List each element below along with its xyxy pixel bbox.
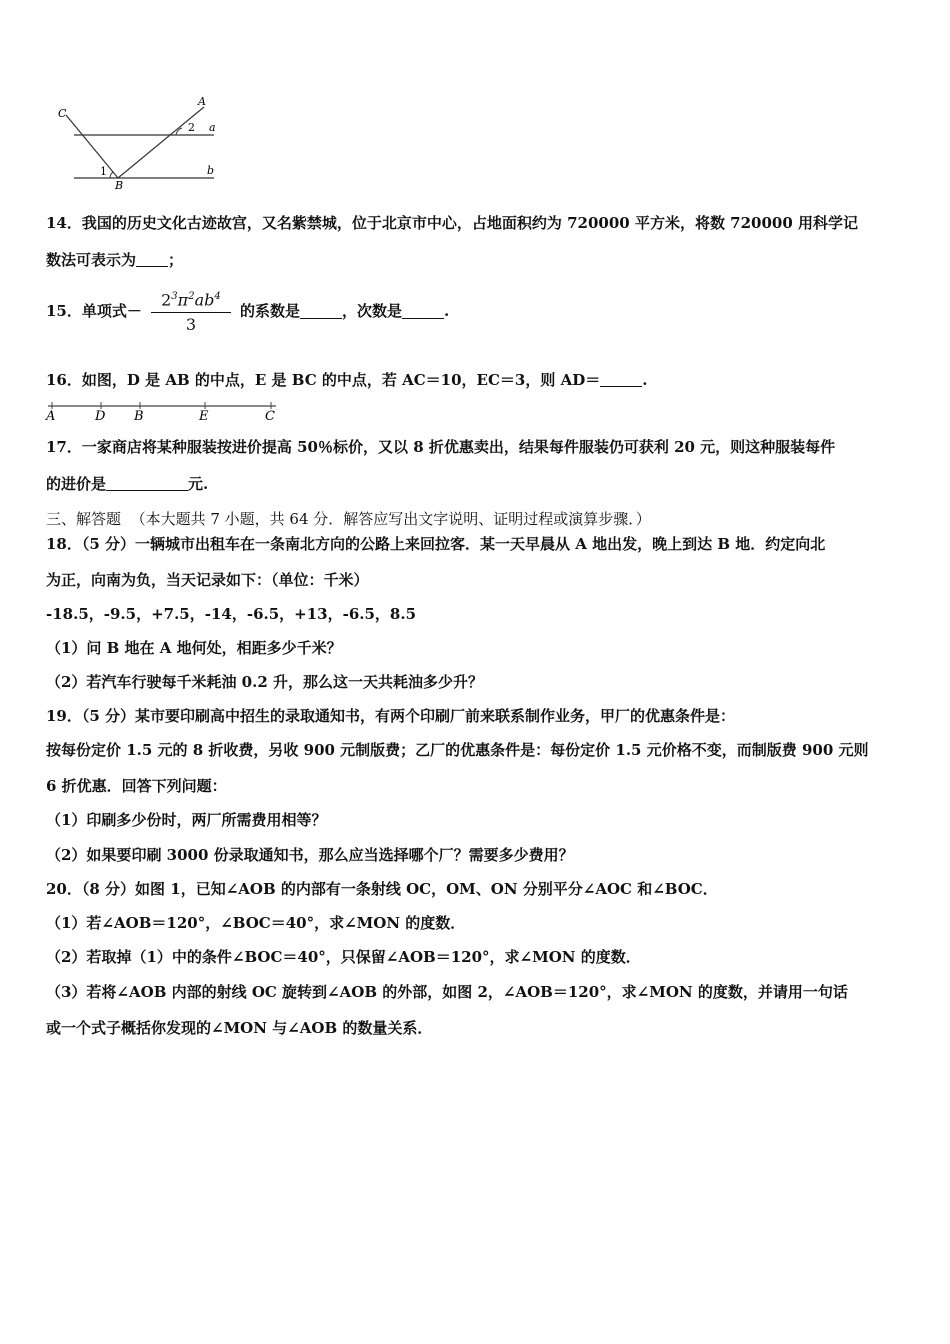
line-cb (66, 115, 118, 178)
line-ba (118, 107, 204, 178)
point-A: A (46, 409, 56, 424)
q17-line1: 17．一家商店将某种服装按进价提高 50％标价，又以 8 折优惠卖出，结果每件服装仍可获利 20 元，则这种服装每件 (46, 438, 836, 456)
q20-line1: 20．（8 分）如图 1，已知∠AOB 的内部有一条射线 OC，OM、ON 分别平分∠AOC 和∠BOC． (46, 880, 718, 898)
q16-line: 16．如图，D 是 AB 的中点，E 是 BC 的中点，若 AC＝10，EC＝3，则 AD＝ . (46, 371, 648, 389)
q15-blank1[interactable] (300, 304, 342, 319)
q14-blank[interactable] (136, 252, 168, 267)
segment-figure (44, 398, 284, 424)
q18-line2: 为正，向南为负，当天记录如下：（单位：千米） (46, 571, 369, 589)
q18-sub1: （1）问 B 地在 A 地何处，相距多少千米？ (46, 639, 342, 657)
q14-line2: 数法可表示为 ； (46, 251, 184, 269)
q15-line: 15．单项式－ $\frac{2^3\pi^2ab^4}{3}$ 的系数是 ，次数是 . (46, 287, 449, 335)
q15-blank2[interactable] (402, 304, 444, 319)
q20-sub3: （3）若将∠AOB 内部的射线 OC 旋转到∠AOB 的外部，如图 2，∠AOB＝120°，求∠MON 的度数，并请用一句话 (46, 983, 848, 1001)
q16-blank[interactable] (600, 372, 642, 387)
point-E: E (199, 409, 209, 424)
q19-line1: 19．（5 分）某市要印刷高中招生的录取通知书，有两个印刷厂前来联系制作业务，甲厂的优惠条件是： (46, 707, 736, 725)
q18-line1: 18．（5 分）一辆城市出租车在一条南北方向的公路上来回拉客．某一天早晨从 A 地出发，晚上到达 B 地．约定向北 (46, 535, 826, 553)
label-a: a (209, 121, 216, 134)
point-B: B (134, 409, 144, 424)
point-D: D (95, 409, 106, 424)
q19-line2: 按每份定价 1.5 元的 8 折收费，另收 900 元制版费；乙厂的优惠条件是：每份定价 1.5 元价格不变，而制版费 900 元则 (46, 741, 869, 759)
q17-line2: 的进价是 元. (46, 475, 209, 493)
q15-fraction: $\frac{2^3\pi^2ab^4}{3}$ (151, 287, 231, 335)
q18-sub2: （2）若汽车行驶每千米耗油 0.2 升，那么这一天共耗油多少升？ (46, 673, 483, 691)
q19-line3: 6 折优惠．回答下列问题： (46, 777, 227, 795)
label-2: 2 (188, 121, 195, 134)
q14-line1: 14．我国的历史文化古迹故宫，又名紫禁城，位于北京市中心，占地面积约为 720000 平方米，将数 720000 用科学记 (46, 214, 859, 232)
q19-sub1: （1）印刷多少份时，两厂所需费用相等？ (46, 811, 327, 829)
parallel-lines-figure (52, 95, 222, 190)
label-A: A (198, 95, 206, 108)
q20-sub3b: 或一个式子概括你发现的∠MON 与∠AOB 的数量关系． (46, 1019, 433, 1037)
point-C: C (265, 409, 275, 424)
q18-data: -18.5，-9.5，+7.5，-14，-6.5，+13，-6.5，8.5 (46, 605, 417, 623)
q19-sub2: （2）如果要印刷 3000 份录取通知书，那么应当选择哪个厂？需要多少费用？ (46, 846, 574, 864)
label-C: C (58, 107, 67, 120)
q20-sub2: （2）若取掉（1）中的条件∠BOC＝40°，只保留∠AOB＝120°，求∠MON 的度数． (46, 948, 641, 966)
section3-heading: 三、解答题 （本大题共 7 小题，共 64 分．解答应写出文字说明、证明过程或演算步骤．） (46, 510, 651, 528)
label-1: 1 (100, 165, 107, 178)
q17-blank[interactable] (106, 476, 188, 491)
label-b: b (207, 164, 215, 177)
q20-sub1: （1）若∠AOB＝120°，∠BOC＝40°，求∠MON 的度数． (46, 914, 466, 932)
label-B: B (115, 179, 124, 190)
angle-1-arc (110, 172, 113, 178)
